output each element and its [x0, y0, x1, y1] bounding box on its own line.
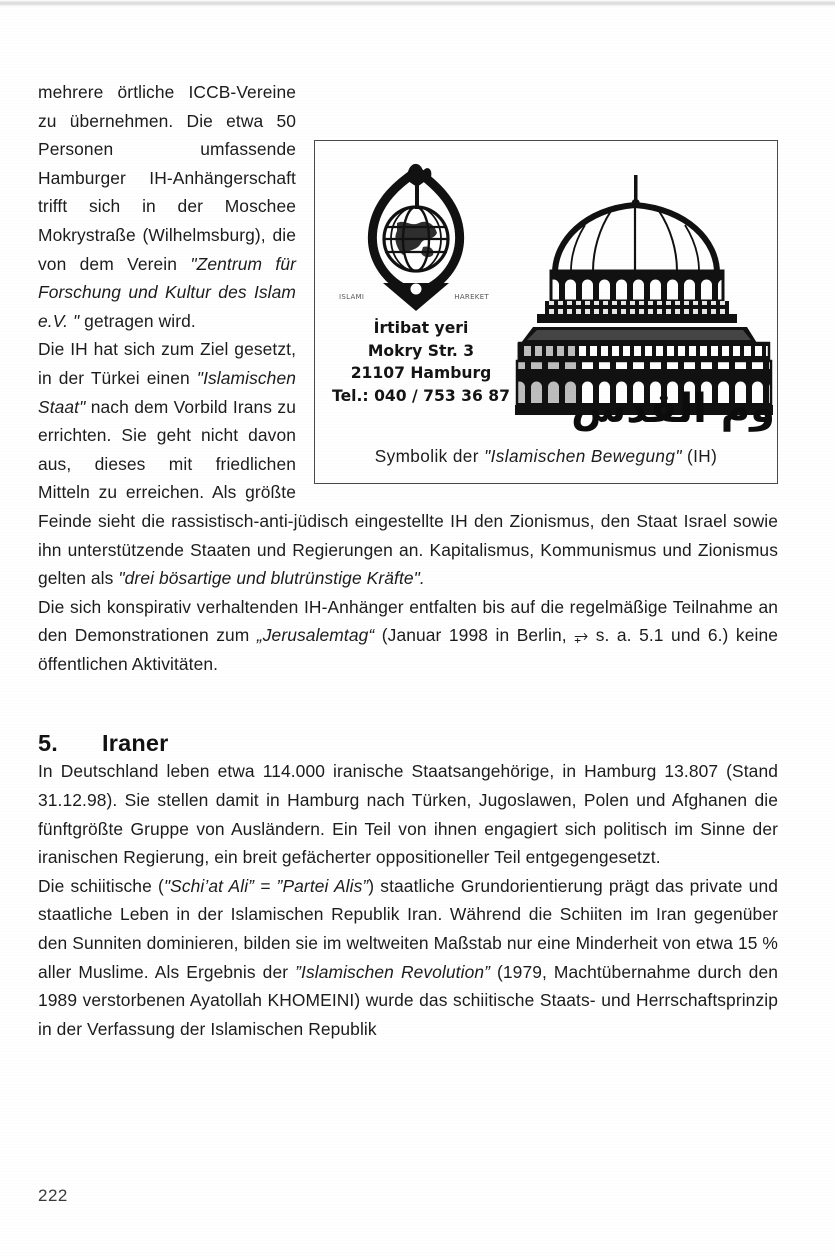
page-title	[38, 730, 778, 757]
page-number: 222	[38, 1186, 68, 1205]
p2-text-a: Die IH hat sich zum Ziel gesetzt, in der Türkei einen	[38, 339, 296, 388]
emblem-subtext-left: ISLAMI	[339, 293, 365, 301]
p5-text-b: ) staatliche Grundorientierung prägt das private und staatliche Leben in der Islamischen Republik Iran. Während die Schiiten im Iran gegenüber den Sunniten dominieren, bilden sie im weltweiten Maßstab nur eine Minderheit von etwa 15 % aller Muslime. Als Ergebnis der	[38, 875, 778, 982]
p2-italic-islamischer-staat: "Islamischen Staat"	[38, 367, 296, 417]
scan-edge-artifact	[0, 0, 835, 7]
paragraph-schiitische-grundorientierung	[38, 872, 778, 1044]
p5-text-c: (1979, Machtübernahme durch den 1989 verstorbenen Ayatollah KHOMEINI) wurde das schiitische Staats- und Herrschaftsprinzip in der Verfassung der Islamischen Republik	[38, 961, 778, 1039]
figure-caption-part2: (IH)	[681, 446, 718, 466]
p5-italic-schiat-ali: "Schi’at Ali” = ”Partei Alis”	[163, 875, 369, 896]
emblem-subtext-right: HAREKET	[454, 293, 489, 301]
address-line-1: İrtibat yeri	[373, 319, 469, 337]
paragraph-jerusalemtag	[38, 593, 778, 679]
figure-caption-italic: "Islamischen Bewegung"	[484, 446, 682, 466]
p3-text-a: Die sich konspirativ verhaltenden IH-Anhänger entfalten bis auf die regelmäßige Teilnahme an den Demonstrationen zum	[38, 596, 778, 646]
figure-caption-part1: Symbolik der	[374, 446, 485, 466]
p3-text-b: (Januar 1998 in Berlin,	[374, 625, 575, 646]
figure-illustration-area	[315, 141, 777, 433]
p2-text-b: nach dem Vorbild Irans zu errichten. Sie geht nicht davon aus, dieses mit friedlichen Mitteln zu erreichen. Als größte Feinde sieht die rassistisch-anti-jüdisch eingestellte IH den Zionismus, den Staat Israel sowie ihn unterstützende Staaten und Regierungen an. Kapitalismus, Kommunismus und Zionismus gelten als	[38, 396, 778, 589]
contact-address-block	[323, 317, 519, 407]
figure-box-ih-symbolism	[314, 140, 778, 484]
p1-text-b: getragen wird.	[79, 310, 196, 331]
address-line-3: 21107 Hamburg	[350, 364, 492, 382]
section-title: Iraner	[102, 730, 169, 757]
p2-italic-drei-kraefte: "drei bösartige und blutrünstige Kräfte".	[118, 568, 425, 589]
figure-caption	[315, 446, 777, 467]
p5-italic-islamische-revolution: ”Islamischen Revolution”	[295, 961, 491, 982]
arabic-caption-yaum-al-quds: وم القدس	[571, 386, 775, 432]
p3-italic-jerusalemtag: „Jerusalemtag“	[256, 625, 375, 646]
address-line-4-phone: Tel.: 040 / 753 36 87	[332, 386, 510, 405]
p3-text-c: s. a. 5.1 und 6.) keine öffentlichen Aktivitäten.	[38, 625, 779, 674]
emblem-subtext	[339, 293, 489, 301]
cross-reference-arrow-icon: ⥅	[574, 625, 589, 646]
p1-italic-verein-name: "Zentrum für Forschung und Kultur des Islam e.V. "	[38, 253, 296, 331]
ih-emblem-icon	[337, 161, 497, 311]
page-content	[38, 78, 778, 1043]
section-number: 5.	[38, 730, 58, 757]
p5-text-a: Die schiitische (	[38, 875, 164, 896]
address-line-2: Mokry Str. 3	[367, 341, 475, 360]
paragraph-iranische-staatsangehoerige: In Deutschland leben etwa 114.000 iranische Staatsangehörige, in Hamburg 13.807 (Stand 31.12.98). Sie stellen damit in Hamburg nach Türken, Jugoslawen, Polen und Afghanen die fünftgrößte Gruppe von Ausländern. Ein Teil von ihnen engagiert sich politisch im Sinne der iranischen Regierung, ein breit gefächerter oppositioneller Teil entgegengesetzt.	[38, 761, 778, 868]
dome-of-the-rock-illustration	[511, 167, 777, 417]
p1-text-a: mehrere örtliche ICCB-Vereine zu übernehmen. Die etwa 50 Personen umfassende Hamburger IH-Anhängerschaft trifft sich in der Moschee Mokrystraße (Wilhelmsburg), die von dem Verein	[38, 82, 296, 274]
